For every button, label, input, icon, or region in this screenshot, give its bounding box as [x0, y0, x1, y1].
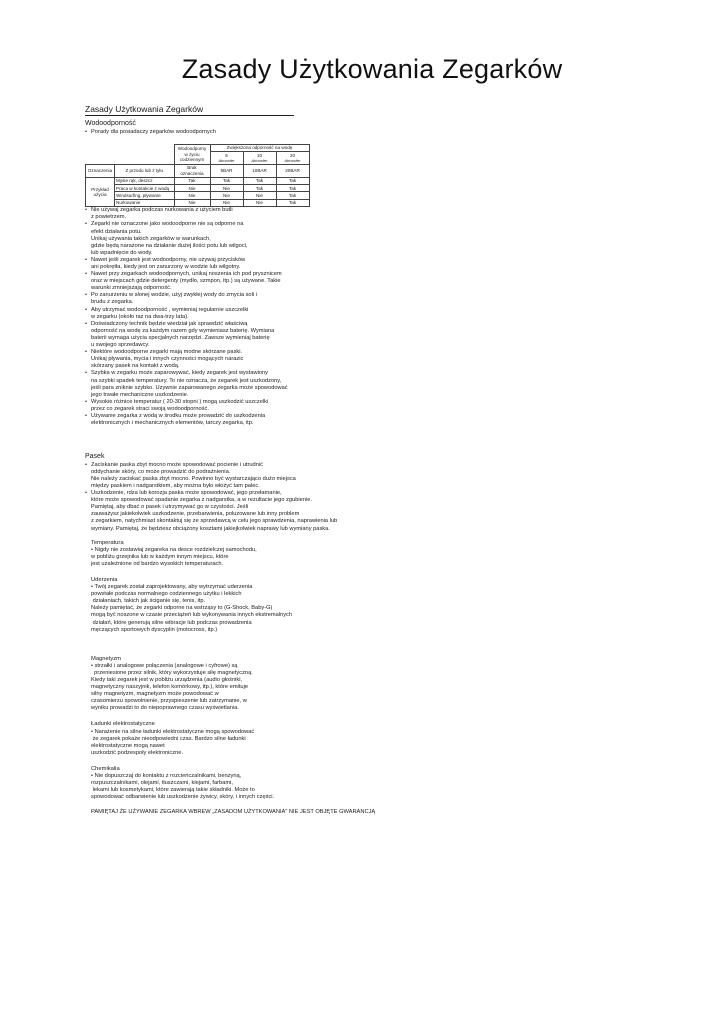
activity-cell: Windsurfing, pływanie [115, 192, 175, 199]
bullet-item [85, 207, 385, 221]
atm-10: 10 Atmosfer [243, 152, 276, 165]
text-line: warunki zmniejszają odporność. [91, 285, 172, 292]
header-daily: Wodoodporny w życiu codziennym [174, 144, 210, 164]
table-cell: 20BAR [276, 164, 309, 177]
bullet-item [85, 490, 385, 533]
text-line: elektrostatyczne mogą nawet [91, 742, 165, 749]
text-line: gdzie będą narażone na działanie dużej ilości potu lub wilgoci, [91, 242, 248, 249]
text-line: • Po zanurzeniu w słonej wodzie, użyj zwykłej wody do zmycia soli i [91, 292, 257, 299]
temperature-section [85, 540, 385, 568]
text-line: oddychanie skóry, co może prowadzić do podrażnienia. [91, 468, 231, 475]
table-cell: Nie [174, 185, 210, 192]
text-line: uszkodzić podzespoły elektroniczne. [91, 749, 183, 756]
text-line: że zegarek pokaże nieodpowiedni czas. Bardzo silne ładunki [91, 735, 246, 742]
activity-cell: Nurkowanie [115, 199, 175, 206]
text-line: mogą być noszone w czasie przeciążeń lub wykonywania innych ekstremalnych [91, 612, 293, 619]
text-line: rozpuszczalnikami, olejami, tłuszczami, klejami, farbami, [91, 780, 233, 787]
text-line: spowodować odbarwienie lub uszkodzenie żywicy, skóry, i innych części. [91, 794, 275, 801]
text-line: powstałe podczas normalnego codziennego użytku i lekkich [91, 591, 242, 598]
text-line: w zegarku (około raz na dwa-trzy lata). [91, 313, 189, 320]
text-line: • Aby utrzymać wodoodporność , wymieniaj regularnie uszczelki [91, 306, 249, 313]
activity-cell: Praca w kontakcie z wodą [115, 185, 175, 192]
bullet-item [85, 271, 385, 292]
water-intro [85, 129, 385, 136]
magnetism-text [91, 663, 385, 713]
electrostatic-section [85, 721, 385, 756]
chemicals-section [85, 766, 385, 801]
text-line: • Zegarki nie oznaczone jako wodoodporne nie są odporne na [91, 221, 244, 228]
section-title-magnetism: Magnetyzm [91, 655, 121, 662]
text-line: brudu z zegarka. [91, 299, 134, 306]
table-cell: Tak [276, 199, 309, 206]
table-cell: Nie [174, 192, 210, 199]
table-cell: Tak [210, 177, 243, 184]
bullet-item [85, 257, 385, 271]
table-cell: 10BAR [243, 164, 276, 177]
text-line: elektronicznych i mechanicznych elementów, tarczy zegarka, itp. [91, 420, 254, 427]
table-cell: Nie [210, 199, 243, 206]
impact-section [85, 577, 385, 634]
page-title: Zasady Użytkowania Zegarków [181, 54, 563, 84]
usage-label: Przykład użycia [86, 177, 115, 207]
table-cell: Tak [276, 185, 309, 192]
document-body [85, 104, 385, 817]
warranty-note: PAMIĘTAJ ŻE UŻYWANIE ZEGARKA WBREW „ZASADOM UŻYTKOWANIA" NIE JEST OBJĘTE GWARANCJĄ [91, 809, 376, 816]
section-title-impact: Uderzenia [91, 576, 118, 583]
text-line: przez co zegarek straci swoją wodoodporność. [91, 405, 209, 412]
atm-5: 5 Atmosfer [210, 152, 243, 165]
document-heading: Zasady Użytkowania Zegarków [85, 104, 294, 116]
text-line: wymiany. Pamiętaj, że będziesz obciążony kosztami jakiejkolwiek naprawy lub wymiany paska. [91, 525, 330, 532]
text-line: silny magnetyzm, magnetyzm może powodować w [91, 691, 219, 698]
text-line: Unikaj pływania, mycia i innych czynności mogących narazic [91, 356, 244, 363]
text-line: oraz w miejscach gdzie detergenty (mydło, szmpon, itp.) są używane. Takie [91, 278, 281, 285]
table-cell: Tak [174, 177, 210, 184]
text-line: • Nie używaj zegarka podczas nurkowania z użyciem butli [91, 207, 233, 214]
bullet-item [85, 399, 385, 413]
table-cell: Nie [243, 192, 276, 199]
text-line: odporność na wodę za każdym razem gdy wymieniasz baterię. Wymiana [91, 327, 275, 334]
table-cell: Nie [174, 199, 210, 206]
text-line: działań, które generują silne wibracje lub podczas prowadzenia [91, 619, 252, 626]
text-line: męczących sportowych dyscyplin (motocross, itp.) [91, 626, 218, 633]
text-line: u swojego sprzedawcy. [91, 342, 150, 349]
bullet-item [85, 413, 385, 427]
text-line: • Wysokie różnice temperatur ( 20-30 stopni ) mogą uszkodzić uszczelki [91, 398, 269, 405]
text-line: magnetyczny naszyjnik, telefon komórkowy, itp.), które emituje [91, 684, 248, 691]
table-cell: Brak oznaczenia [174, 164, 210, 177]
text-line: • Doświadczony technik będzie wiedział jak sprawdzić właściwą [91, 320, 248, 327]
text-line: w pobliżu grzejnika lub w każdym innym miejscu, które [91, 553, 229, 560]
section-title-water: Wodoodporność [85, 120, 136, 127]
text-line: • Nawet jeśli zegarek jest wodoodporny, nie używaj przycisków [91, 256, 246, 263]
section-title-electrostatic: Ładunki elektrostatyczne [91, 721, 155, 728]
text-line: • Nigdy nie zostawiaj zegareka na desce rozdzielczej samochodu, [91, 546, 257, 553]
bullet-item [85, 370, 385, 398]
electrostatic-text [91, 729, 385, 757]
text-line: wyniku prowadzi to do niepoprawnego czasu wyświetlania. [91, 705, 239, 712]
text-line: • Narażenie na silne ładunki elektrostatyczne mogą spowodować [91, 728, 255, 735]
text-line: z powietrzem. [91, 214, 127, 221]
table-cell: Nie [210, 185, 243, 192]
bullet-item [85, 292, 385, 306]
table-cell: Tak [276, 192, 309, 199]
text-line: • Używanie zegarka z wodą w środku może prowadzić do uszkodzenia [91, 412, 266, 419]
text-line: lekami lub kosmetykami, które zawierają takie składniki. Może to [91, 787, 255, 794]
section-title-temperature: Temperatura [91, 539, 124, 546]
text-line: które może spowodować spadanie zegarka z nadgarstka, a w rezultacie jego zgubienie. [91, 497, 312, 504]
text-line: Nie należy zaciskać paska zbyt mocno. Powinno być wystarczająco dużo miejsca [91, 475, 296, 482]
bullet-item [85, 321, 385, 349]
text-line: lub wpadnięcie do wody. [91, 249, 153, 256]
text-line: przeniesione przez silnik, który wykorzystuje siłę magnetyczną. [91, 669, 253, 676]
table-cell: Nie [210, 192, 243, 199]
text-line: • Niektóre wodoodporne zegarki mają modne skórzane paski. [91, 349, 243, 356]
impact-text [91, 584, 385, 634]
table-cell: Nie [243, 199, 276, 206]
text-line: czasomierzu spowolnienie, przyspieszenie lub zatrzymanie, w [91, 698, 247, 705]
text-line: z zegarkiem, natychmiast skontaktuj się ze sprzedawcą w celu jego sprawdzenia, naprawienia lub [91, 518, 338, 525]
strap-bullet-list [85, 462, 385, 533]
text-line: • Zaciskanie paska zbyt mocno może spowodować pocienie i utrudnić [91, 461, 263, 468]
marking-label: Oznaczenia [86, 164, 115, 177]
section-title-chemicals: Chemikalia [91, 765, 120, 772]
magnetism-section [85, 656, 385, 713]
text-line: Pamiętaj, aby dbać o pasek i utrzymywać go w czystości. Jeśli [91, 504, 249, 511]
text-line: • Nawet przy zegarkach wodoodpornych, unikaj noszenia ich pod prysznicem [91, 271, 282, 278]
water-intro-bullet: • Porady dla posiadaczy zegarków wodoodpornych [85, 129, 385, 136]
atm-20: 20 Atmosfer [276, 152, 309, 165]
bullet-item [85, 307, 385, 321]
text-line: działaniach, takich jak ściganie się, tenis, itp. [91, 598, 206, 605]
text-line: • strzałki i analogowe połączenia (analogowe i cyfrowe) są [91, 662, 238, 669]
text-line: między paskiem i nadgarstkiem, aby można było włożyć tam palec. [91, 482, 260, 489]
text-line: jest uzależnione od bardzo wysokich temperaturach. [91, 560, 224, 567]
text-line: • Uszkodzenie, rdza lub korozja paska może spowodować, jego przełamanie, [91, 490, 282, 497]
water-bullet-list [85, 207, 385, 427]
chemicals-text [91, 773, 385, 801]
table-cell: 5BAR [210, 164, 243, 177]
text-line: efekt działania potu. [91, 228, 142, 235]
table-cell: Tak [243, 185, 276, 192]
text-line: Należy pamiętać, że zegarki odporne na wstrząsy to (G-Shock, Baby-G) [91, 605, 273, 612]
text-line: Kiedy taki zegarek jest w pobliżu urządzenia (audio głośniki, [91, 677, 243, 683]
text-line: jego trwałe mechaniczne uszkodzenie. [91, 391, 189, 398]
table-cell: Tak [276, 177, 309, 184]
text-line: • Szybka w zegarku może zaparowywać, kiedy zegarek jest wystawiony [91, 370, 269, 377]
bullet-item [85, 221, 385, 256]
text-line: jeśli para zniknie szybko. Uzywnie zaparowanego zegarka może spowodować [91, 384, 288, 391]
activity-cell: Mysie rąk, deszcz [115, 177, 175, 184]
marking-sub: Z przodu lub z tyłu [115, 164, 175, 177]
header-increased: Zwiększona odporność na wodę [210, 144, 309, 151]
temperature-text [91, 547, 385, 568]
text-line: zauważysz jakiekolwiek uszkodzenie, przebarwienia, poluzowane lub inny problem [91, 511, 300, 518]
text-line: na szybki spadek temperatury. To nie oznacza, że zegarek jest uszkodzony, [91, 377, 282, 384]
text-line: • Twój zegarek został zaprojektowany, aby wytrzymać uderzenia [91, 584, 253, 591]
text-line: • Nie dopuszczaj do kontaktu z rozcieńczalnikami, benzyną, [91, 773, 242, 780]
text-line: baterii wymaga użycia specjalnych narzędzi. Zawsze wymieniaj baterię [91, 334, 270, 341]
table-cell: Tak [243, 177, 276, 184]
bullet-item [85, 462, 385, 490]
text-line: skórzany pasek na kontakt z wodą. [91, 363, 180, 370]
bullet-item [85, 349, 385, 370]
water-resistance-table [85, 144, 310, 208]
section-title-strap: Pasek [85, 453, 105, 461]
text-line: ani pokrętła, kiedy jest on zanurzony w wodzie lub wilgotny. [91, 264, 241, 270]
text-line: Unikaj używania takich zegarków w warunkach, [91, 235, 211, 242]
